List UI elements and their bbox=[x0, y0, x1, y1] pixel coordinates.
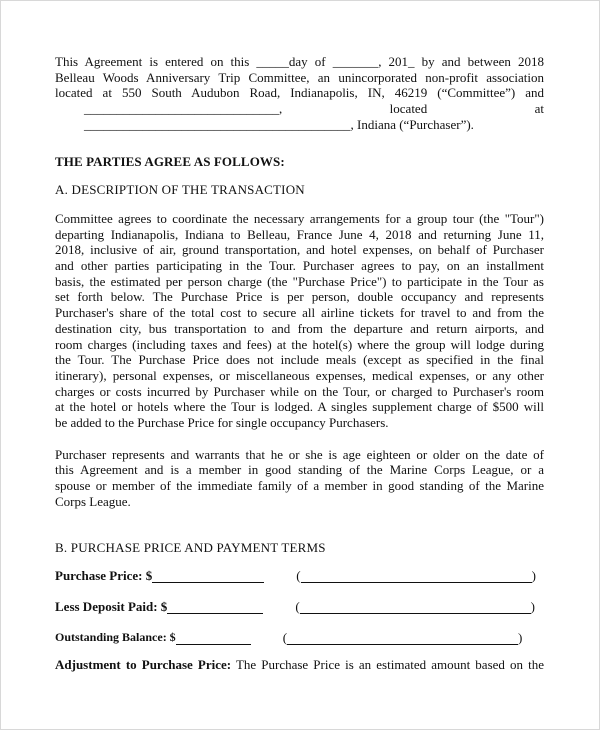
adjustment-text: The Purchase Price is an estimated amount based on the bbox=[231, 657, 544, 673]
paragraph-line: be added to the Purchase Price for single occupancy Purchasers. bbox=[55, 415, 389, 431]
paragraph-line: departing Indianapolis, Indiana to Belleau, France June 4, 2018 and returning June 11, bbox=[55, 226, 544, 242]
section-a-title: A. DESCRIPTION OF THE TRANSACTION bbox=[55, 182, 305, 198]
paragraph-line: charges or costs incurred by Purchaser while on the Tour, or charged to Purchaser's room bbox=[55, 383, 544, 399]
payment-table bbox=[55, 565, 544, 645]
paren-open: ( bbox=[295, 598, 300, 614]
paragraph-line: set forth below. The Purchase Price is per person, double occupancy and represents bbox=[55, 289, 544, 305]
paren-close: ) bbox=[531, 567, 536, 583]
paren-open: ( bbox=[282, 629, 288, 645]
paren-close: ) bbox=[518, 629, 523, 645]
section-a-paragraph-2 bbox=[55, 447, 544, 510]
adjustment-label: Adjustment to Purchase Price: bbox=[55, 657, 232, 673]
section-b-title: B. PURCHASE PRICE AND PAYMENT TERMS bbox=[55, 539, 326, 555]
paragraph-line: Committee agrees to coordinate the necessary arrangements for a group tour (the "Tour") bbox=[55, 210, 544, 226]
parties-heading: THE PARTIES AGREE AS FOLLOWS: bbox=[55, 153, 285, 169]
intro-paragraph bbox=[55, 54, 544, 133]
document-content bbox=[55, 54, 544, 673]
paragraph-line: Corps League. bbox=[55, 493, 131, 509]
paragraph-line: and other parties participating in the Tour. Purchaser agrees to pay, on an installment bbox=[55, 258, 544, 274]
paragraph-line: 2018, inclusive of air, ground transportation, and hotel expenses, on behalf of Purchaser bbox=[55, 242, 544, 258]
adjustment-line bbox=[55, 657, 544, 673]
paragraph-line: itinerary), personal expenses, or miscellaneous expenses, medical expenses, or any other bbox=[55, 367, 544, 383]
paragraph-line: at the hotel or hotels where the Tour is lodged. A singles supplement charge of $500 will bbox=[55, 399, 544, 415]
outstanding-balance-words-field[interactable] bbox=[287, 633, 518, 645]
paragraph-line: the Tour. The Purchase Price does not include meals (except as specified in the final bbox=[55, 352, 544, 368]
paren-open: ( bbox=[296, 567, 301, 583]
paragraph-line: this Agreement and is a member in good standing of the Marine Corps League, or a bbox=[55, 462, 544, 478]
outstanding-balance-row bbox=[55, 627, 544, 645]
outstanding-balance-field[interactable] bbox=[176, 633, 251, 645]
paragraph-line: Purchaser represents and warrants that he or she is age eighteen or older on the date of bbox=[55, 446, 544, 462]
paragraph-line: destination city, bus transportation to and from the departure and return airports, and bbox=[55, 320, 544, 336]
deposit-paid-row bbox=[55, 596, 544, 614]
intro-line: This Agreement is entered on this _____day of _______, 201_ by and between 2018 bbox=[55, 54, 544, 69]
intro-line: ______________________________, located at bbox=[84, 101, 544, 117]
outstanding-balance-label: Outstanding Balance: $ bbox=[55, 629, 176, 644]
deposit-paid-words-field[interactable] bbox=[300, 602, 531, 614]
paren-close: ) bbox=[530, 598, 535, 614]
purchase-price-row bbox=[55, 565, 544, 583]
purchase-price-field[interactable] bbox=[152, 571, 264, 583]
purchase-price-label: Purchase Price: $ bbox=[55, 567, 153, 583]
paragraph-line: Purchaser's share of the total cost to secure all airline tickets for travel to and from the bbox=[55, 305, 544, 321]
paragraph-line: spouse or member of the immediate family of a member in good standing of the Marine bbox=[55, 478, 544, 494]
purchase-price-words-field[interactable] bbox=[301, 571, 532, 583]
paragraph-line: room charges (including taxes and fees) at the hotel(s) where the group will lodge during bbox=[55, 336, 544, 352]
deposit-paid-field[interactable] bbox=[167, 602, 263, 614]
paragraph-line: basis, the estimated per person charge (the "Purchase Price") to participate in the Tour as bbox=[55, 273, 544, 289]
intro-line: Belleau Woods Anniversary Trip Committee, an unincorporated non-profit association bbox=[55, 69, 544, 85]
intro-line: _________________________________________, Indiana (“Purchaser”). bbox=[84, 116, 474, 132]
intro-line: located at 550 South Audubon Road, Indianapolis, IN, 46219 (“Committee”) and bbox=[55, 85, 544, 101]
section-a-paragraph-1 bbox=[55, 211, 544, 431]
deposit-paid-label: Less Deposit Paid: $ bbox=[55, 598, 168, 614]
